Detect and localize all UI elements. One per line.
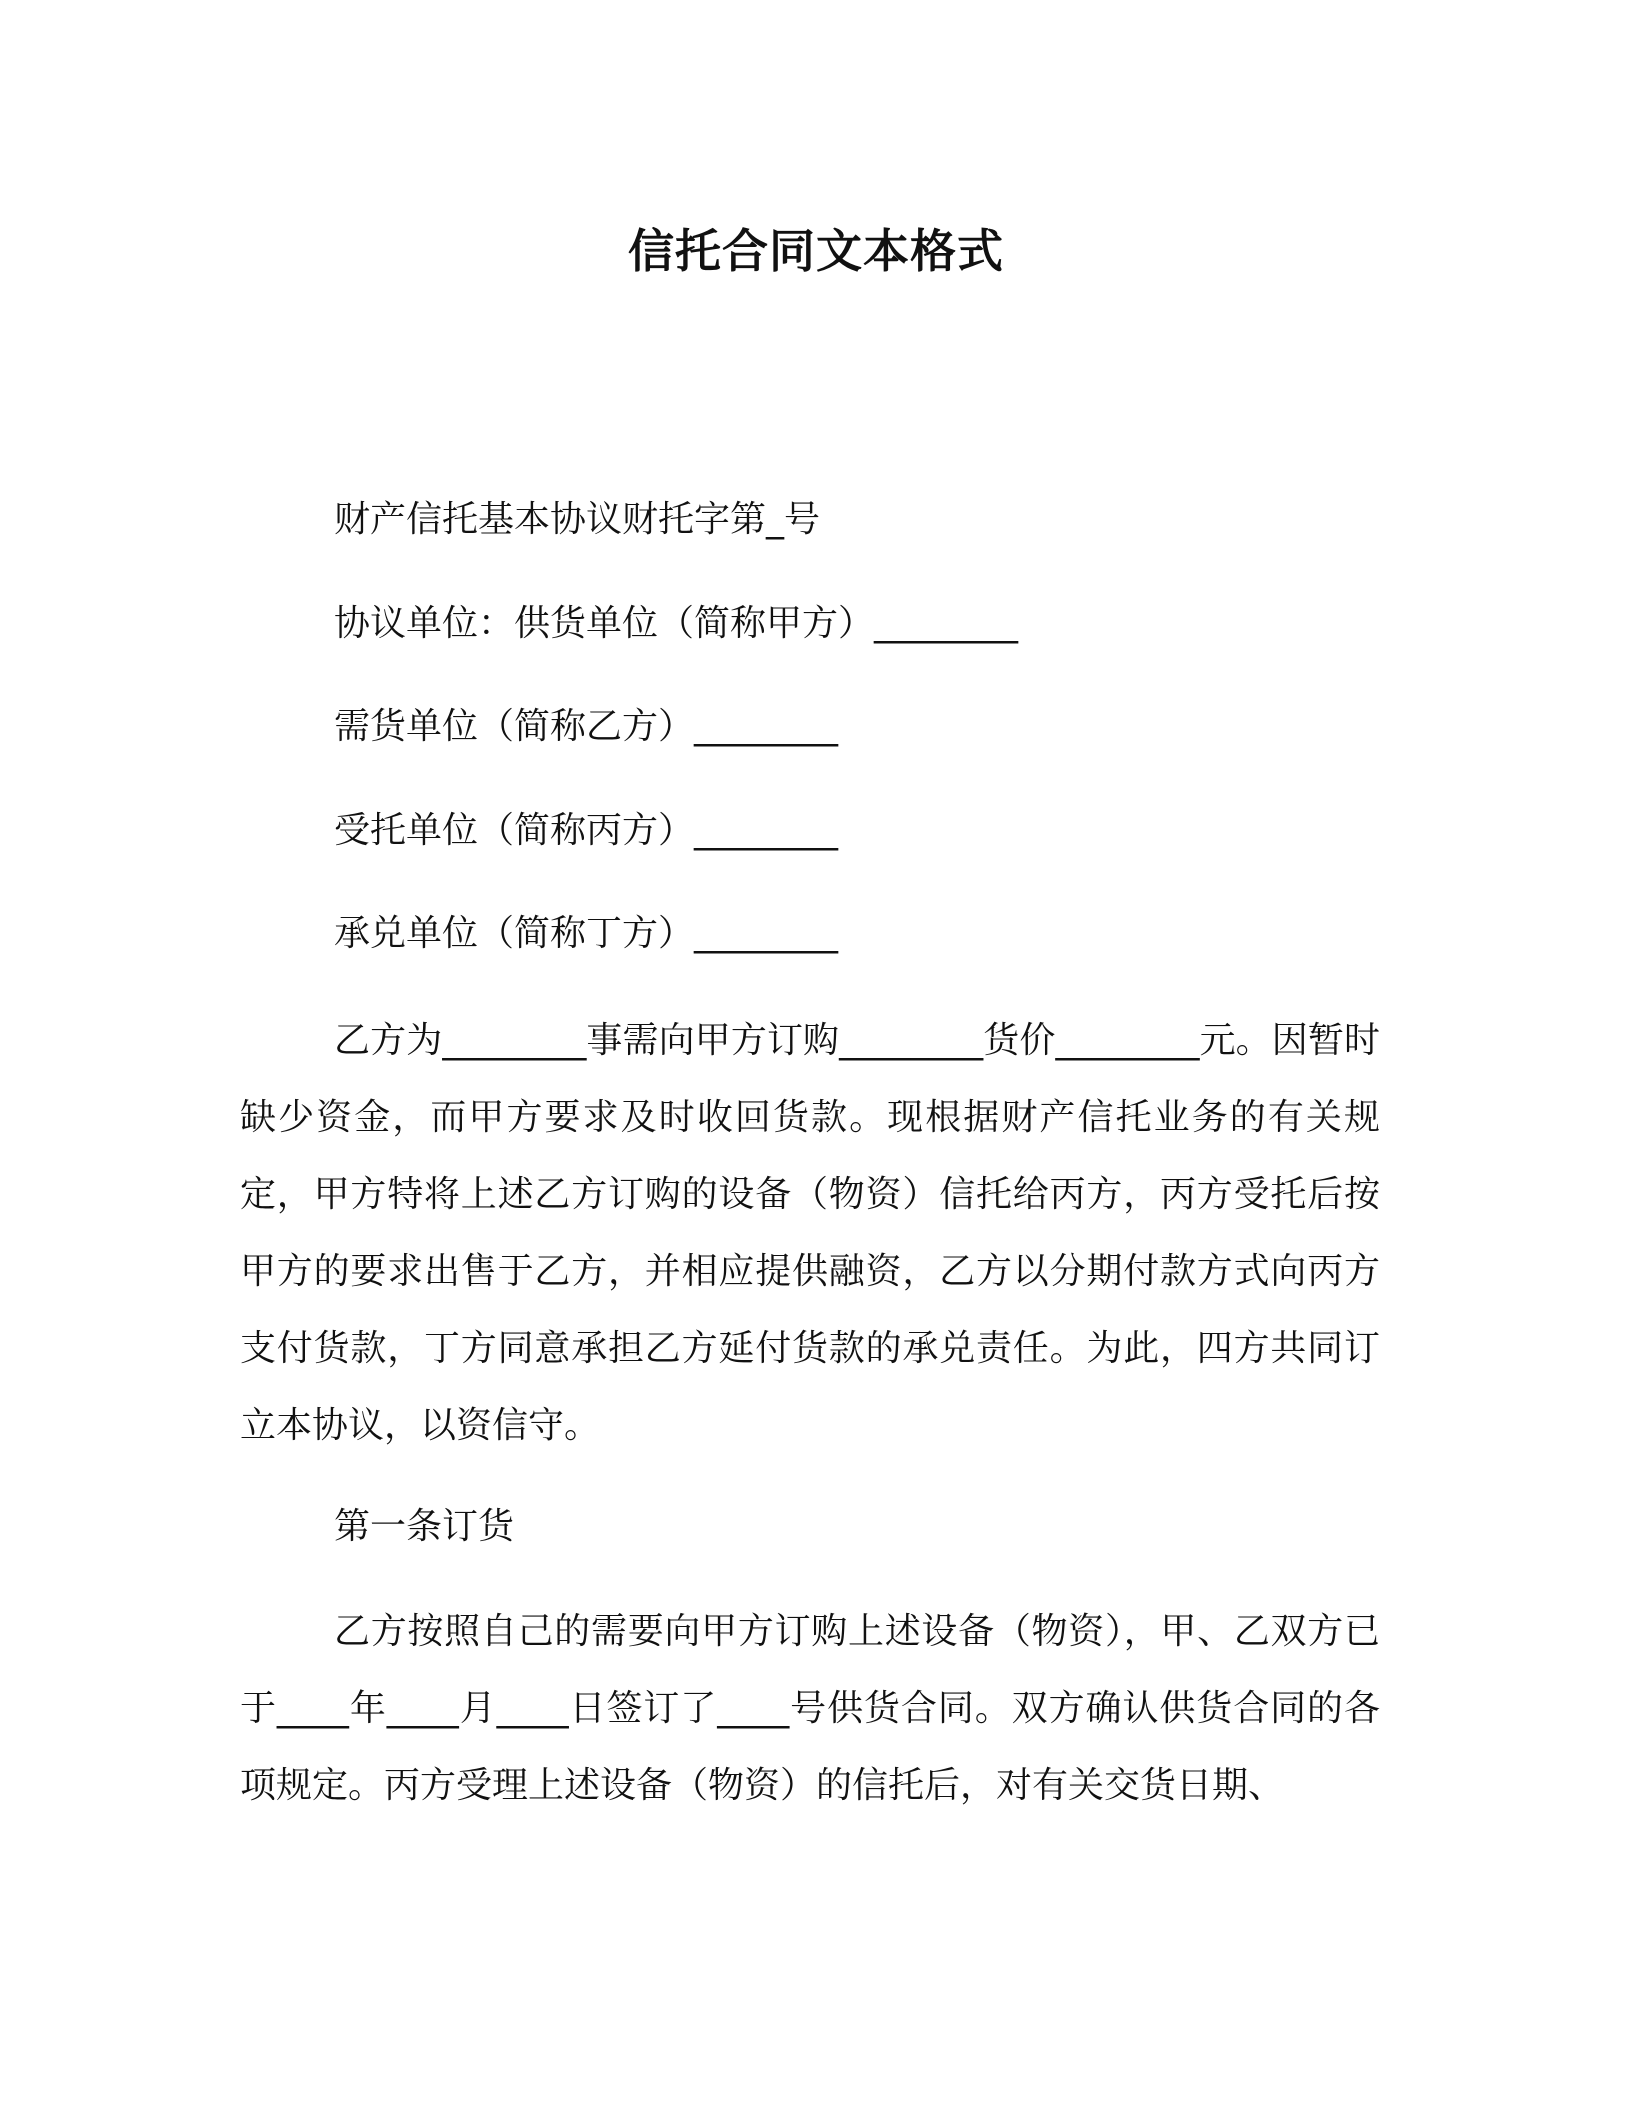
article-1-paragraph: 乙方按照自己的需要向甲方订购上述设备（物资），甲、乙双方已于____年____月____日签订了____号供货合同。双方确认供货合同的各项规定。丙方受理上述设备（物资）的信托后，对有关交货日期、: [240, 1611, 1380, 1806]
article-1-heading: 第一条订货: [334, 1506, 515, 1547]
party-d-line: 承兑单位（简称丁方）________: [334, 913, 839, 954]
party-c-line: 受托单位（简称丙方）________: [334, 810, 839, 851]
preamble-paragraph: 乙方为________事需向甲方订购________货价________元。因暂时缺少资金，而甲方要求及时收回货款。现根据财产信托业务的有关规定，甲方特将上述乙方订购的设备（物资）信托给丙方，丙方受托后按甲方的要求出售于乙方，并相应提供融资，乙方以分期付款方式向丙方支付货款，丁方同意承担乙方延付货款的承兑责任。为此，四方共同订立本协议，以资信守。: [240, 1020, 1380, 1446]
document-title: 信托合同文本格式: [628, 224, 1004, 278]
agreement-number-line: 财产信托基本协议财托字第_号: [334, 499, 821, 540]
party-a-line: 协议单位：供货单位（简称甲方）________: [334, 603, 1019, 644]
party-b-line: 需货单位（简称乙方）________: [334, 706, 839, 747]
